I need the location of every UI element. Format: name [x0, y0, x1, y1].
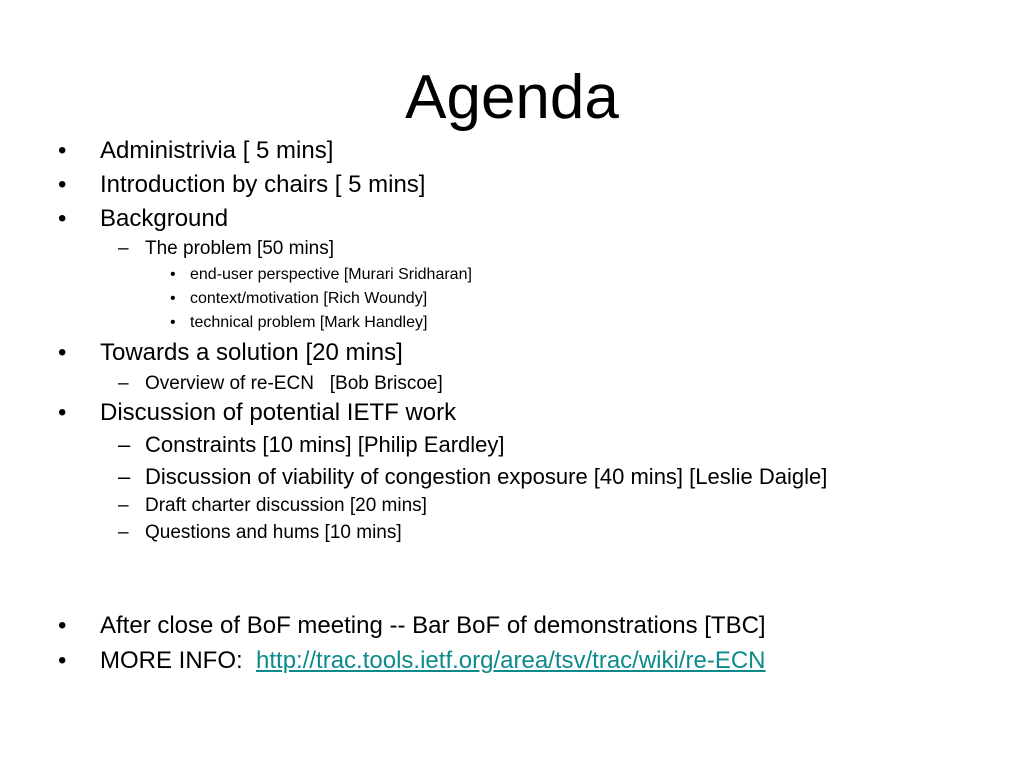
agenda-subsubitem-end-user: end-user perspective [Murari Sridharan]: [190, 266, 472, 283]
agenda-item-introduction: Introduction by chairs [ 5 mins]: [100, 171, 426, 198]
agenda-subsubitem-context: context/motivation [Rich Woundy]: [190, 290, 428, 307]
bullet-icon: •: [170, 290, 176, 307]
agenda-item-administrivia: Administrivia [ 5 mins]: [100, 137, 334, 164]
dash-icon: –: [118, 373, 129, 394]
dash-icon: –: [118, 495, 129, 516]
bullet-icon: •: [58, 612, 67, 639]
bullet-icon: •: [58, 137, 67, 164]
agenda-item-discussion: Discussion of potential IETF work: [100, 399, 457, 426]
agenda-subitem-problem: The problem [50 mins]: [145, 238, 335, 259]
agenda-subsubitem-technical: technical problem [Mark Handley]: [190, 314, 428, 331]
agenda-item-after-close: After close of BoF meeting -- Bar BoF of demonstrations [TBC]: [100, 612, 766, 639]
dash-icon: –: [118, 464, 131, 489]
agenda-item-more-info: [100, 646, 766, 676]
slide-title: Agenda: [405, 63, 619, 132]
bullet-icon: •: [58, 339, 67, 366]
bullet-icon: •: [58, 647, 67, 674]
re-ecn-wiki-link[interactable]: http://trac.tools.ietf.org/area/tsv/trac/wiki/re-ECN: [256, 647, 766, 674]
agenda-item-solution: Towards a solution [20 mins]: [100, 339, 403, 366]
bullet-icon: •: [170, 314, 176, 331]
agenda-subitem-constraints: Constraints [10 mins] [Philip Eardley]: [145, 432, 505, 457]
bullet-icon: •: [58, 171, 67, 198]
agenda-subitem-re-ecn: Overview of re-ECN [Bob Briscoe]: [145, 373, 443, 394]
dash-icon: –: [118, 238, 129, 259]
agenda-item-background: Background: [100, 205, 229, 232]
bullet-icon: •: [58, 399, 67, 426]
agenda-subitem-viability: Discussion of viability of congestion exposure [40 mins] [Leslie Daigle]: [145, 464, 828, 489]
agenda-subitem-charter: Draft charter discussion [20 mins]: [145, 495, 427, 516]
agenda-subitem-questions: Questions and hums [10 mins]: [145, 522, 402, 543]
dash-icon: –: [118, 432, 131, 457]
bullet-icon: •: [58, 205, 67, 232]
dash-icon: –: [118, 522, 129, 543]
more-info-label: MORE INFO:: [100, 647, 243, 674]
bullet-icon: •: [170, 266, 176, 283]
